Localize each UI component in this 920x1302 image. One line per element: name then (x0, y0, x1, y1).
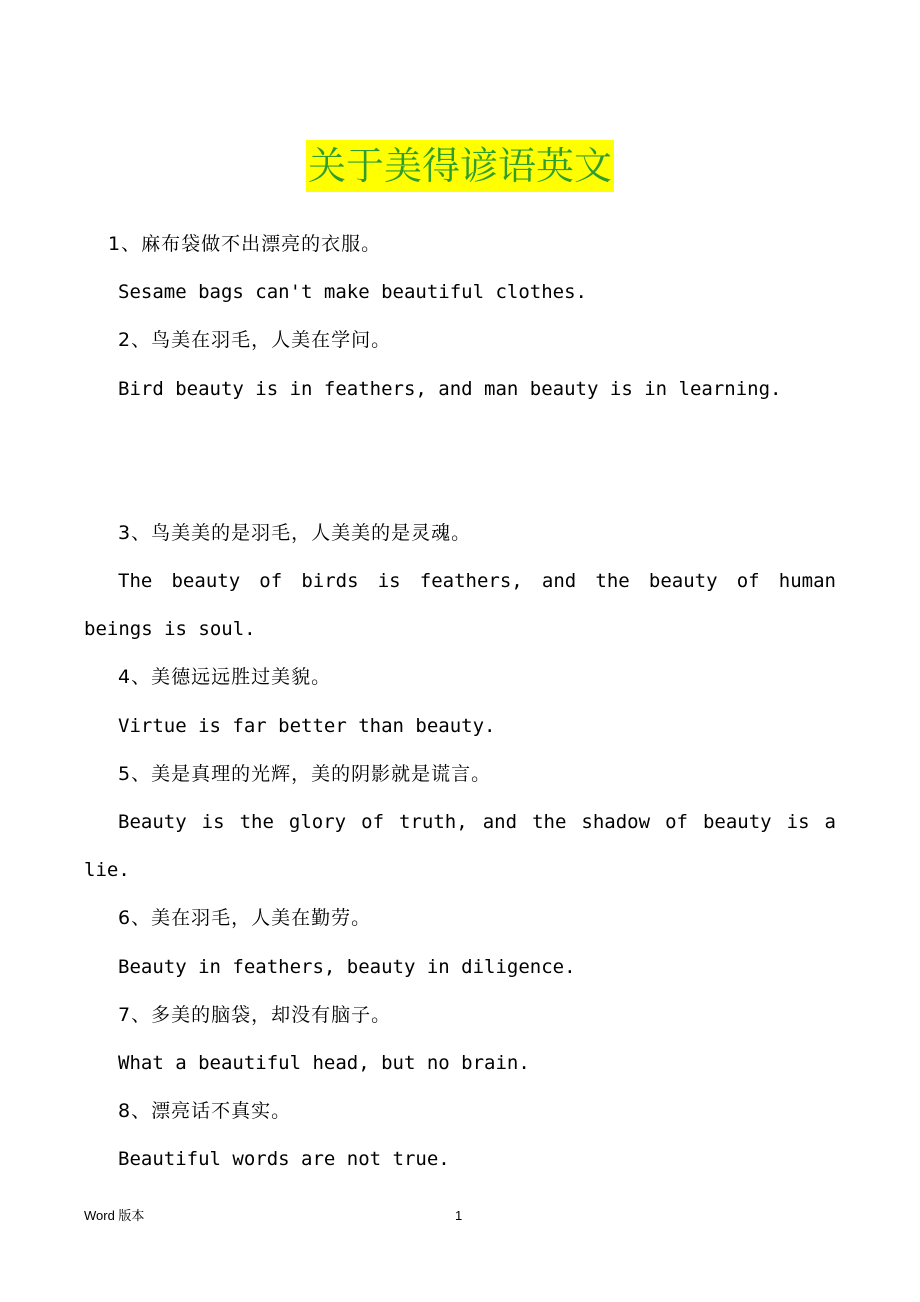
proverb-7-chinese: 7、多美的脑袋，却没有脑子。 (118, 1003, 392, 1026)
title-container (0, 140, 920, 192)
proverb-8-english: Beautiful words are not true. (118, 1148, 450, 1171)
proverb-6-chinese: 6、美在羽毛，人美在勤劳。 (118, 907, 372, 930)
proverb-4-chinese: 4、美德远远胜过美貌。 (118, 666, 332, 689)
proverb-3-chinese: 3、鸟美美的是羽毛，人美美的是灵魂。 (118, 521, 472, 544)
proverb-3-english: The beauty of birds is feathers, and the beauty of human beings is soul. (84, 570, 836, 641)
footer-page-number: 1 (455, 1208, 463, 1223)
proverb-2-english: Bird beauty is in feathers, and man beauty is in learning. (118, 377, 782, 400)
proverb-1-chinese: 1、麻布袋做不出漂亮的衣服。 (108, 233, 382, 255)
document-title: 关于美得谚语英文 (306, 140, 614, 192)
proverb-2-chinese: 2、鸟美在羽毛，人美在学问。 (118, 329, 392, 352)
proverb-4-english: Virtue is far better than beauty. (118, 714, 496, 737)
proverb-6-english: Beauty in feathers, beauty in diligence. (118, 955, 576, 978)
document-body (84, 220, 836, 1184)
proverb-5-chinese: 5、美是真理的光辉，美的阴影就是谎言。 (118, 762, 492, 785)
proverb-1-english: Sesame bags can't make beautiful clothes. (118, 281, 587, 304)
proverb-8-chinese: 8、漂亮话不真实。 (118, 1100, 292, 1123)
proverb-5-english: Beauty is the glory of truth, and the shadow of beauty is a lie. (84, 811, 836, 882)
paragraph-gap (84, 413, 836, 509)
footer-version-label: Word 版本 (84, 1208, 145, 1223)
proverb-7-english: What a beautiful head, but no brain. (118, 1052, 530, 1075)
